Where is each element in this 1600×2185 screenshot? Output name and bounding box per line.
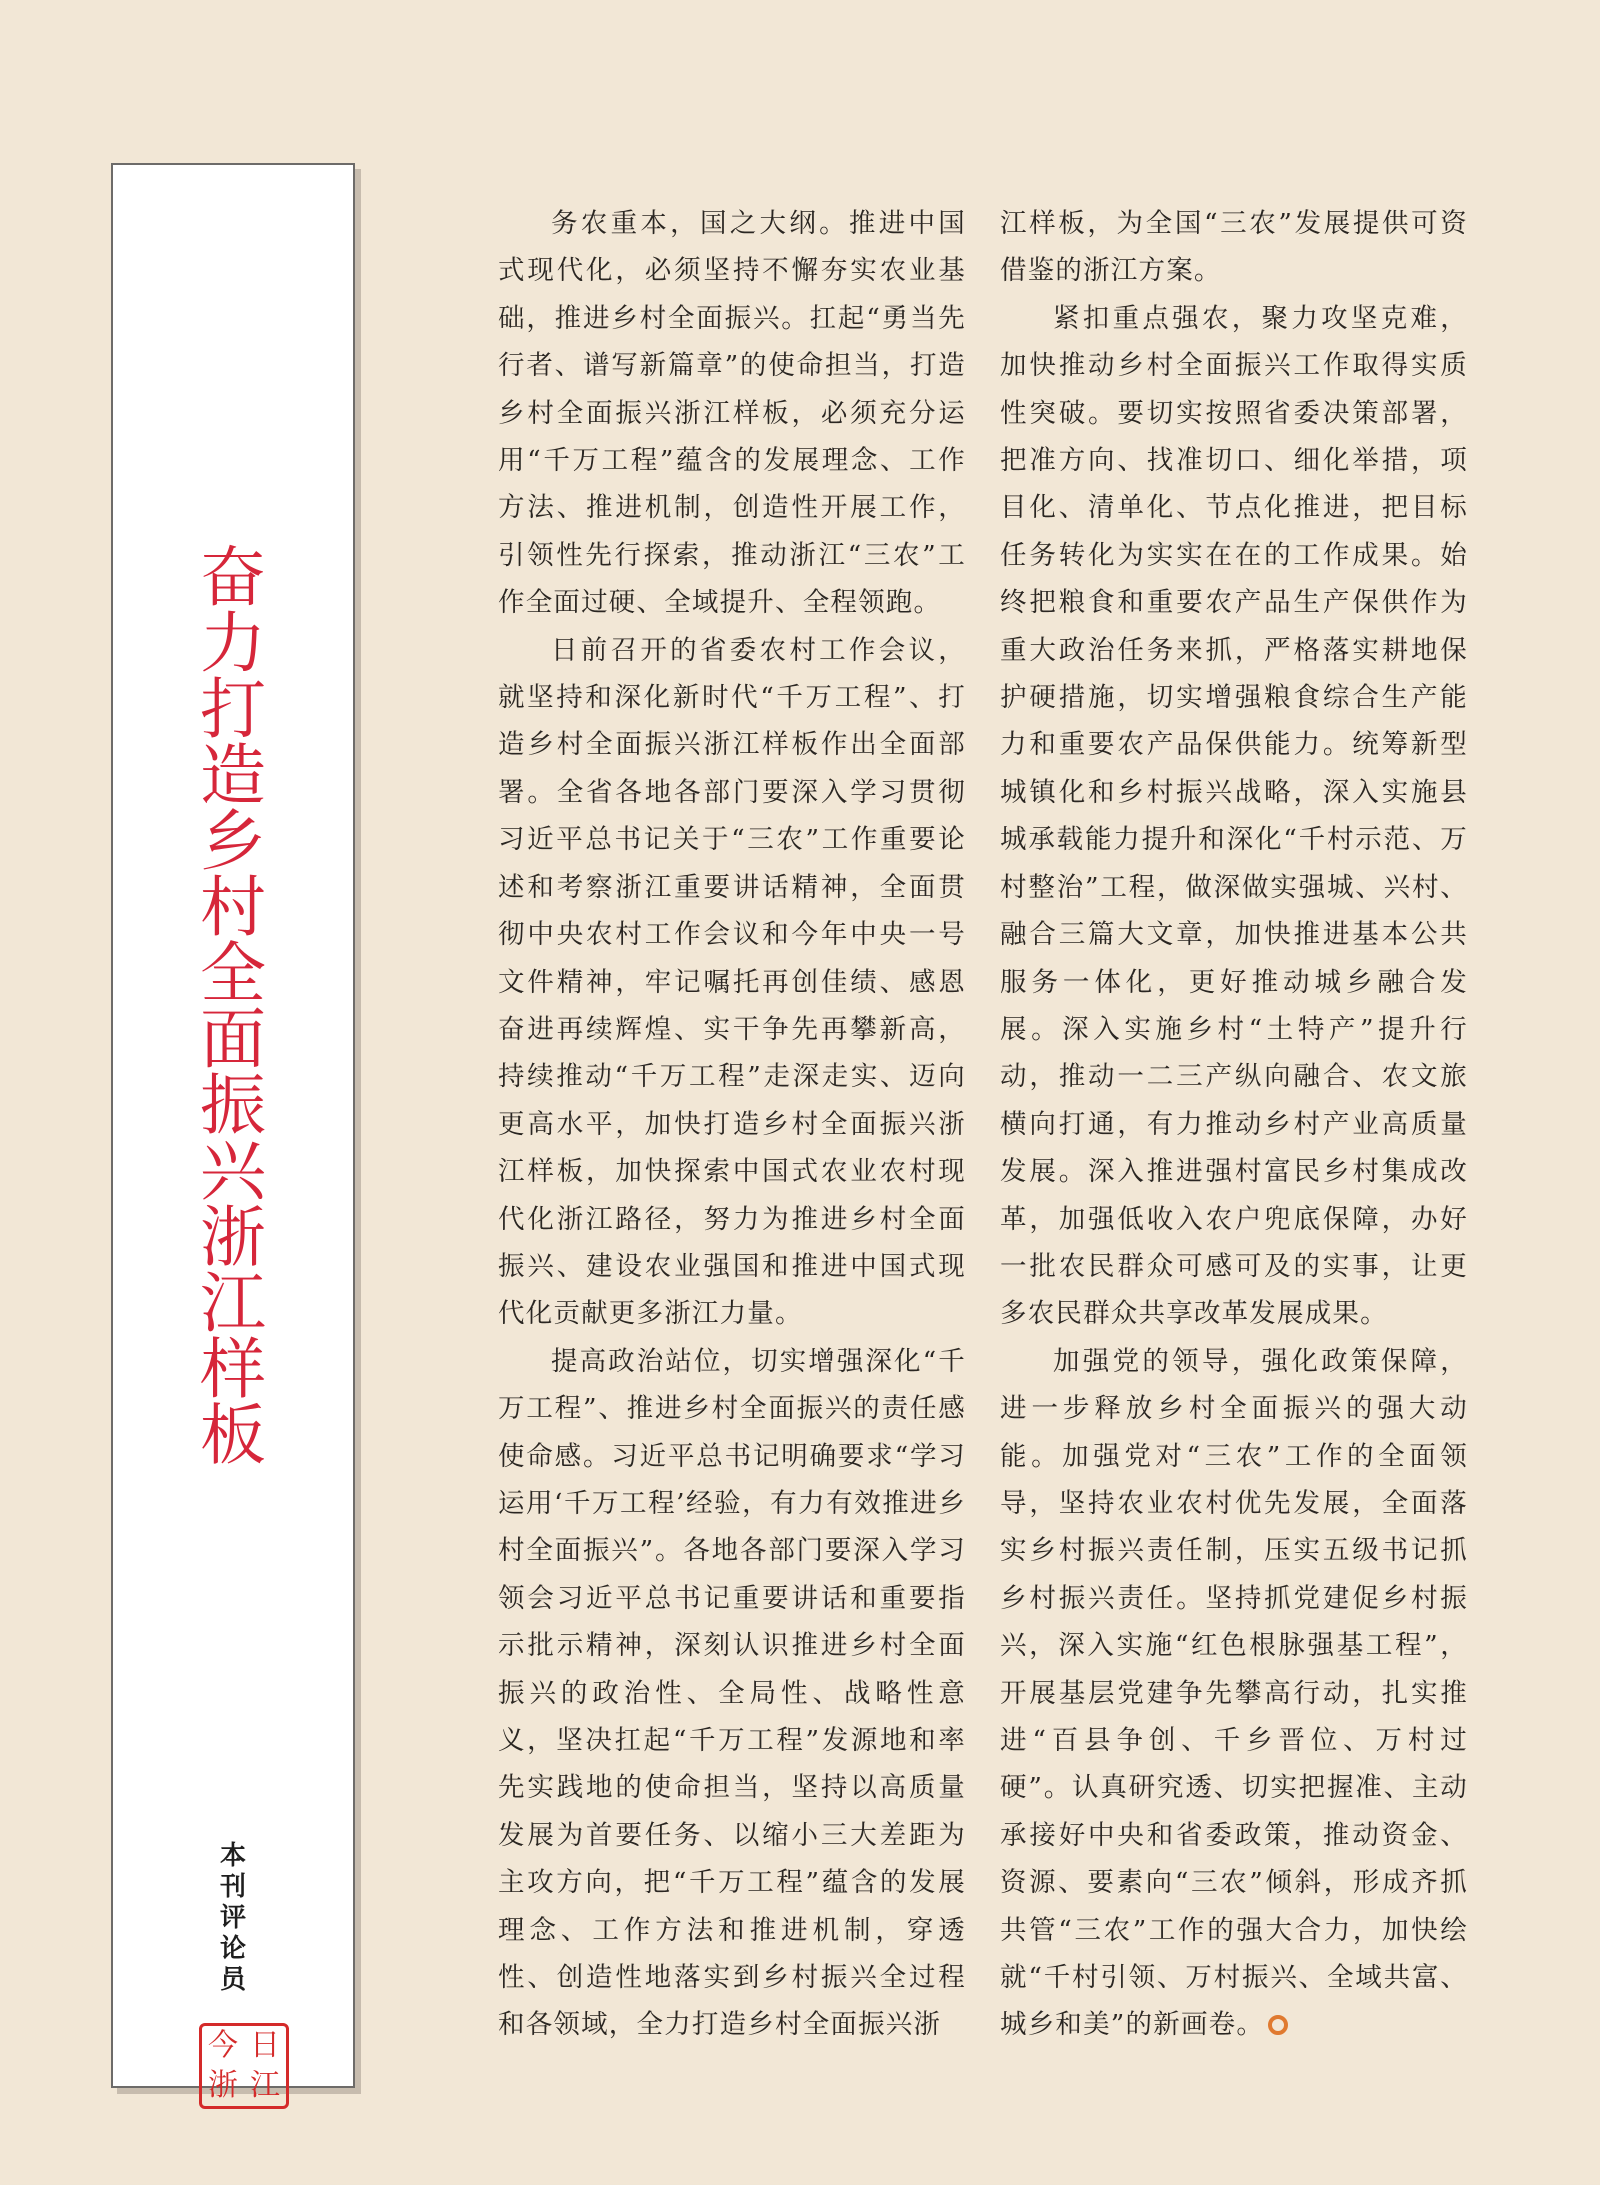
red-seal-stamp bbox=[199, 2023, 289, 2109]
seal-char: 日 bbox=[250, 2028, 280, 2063]
title-char: 力 bbox=[200, 605, 266, 682]
title-char: 面 bbox=[200, 1001, 266, 1078]
byline-char: 本 bbox=[219, 1841, 246, 1871]
body-paragraph-text: 加强党的领导，强化政策保障，进一步释放乡村全面振兴的强大动能。加强党对“三农”工作的全面领导，坚持农业农村优先发展，全面落实乡村振兴责任制，压实五级书记抓乡村振兴责任。坚持抓党建促乡村振兴，深入实施“红色根脉强基工程”，开展基层党建争先攀高行动，扎实推进“百县争创、千乡晋位、万村过硬”。认真研究透、切实把握准、主动承接好中央和省委政策，推动资金、资源、要素向“三农”倾斜，形成齐抓共管“三农”工作的强大合力，加快绘就“千村引领、万村振兴、全域共富、城乡和美”的新画卷。 bbox=[1000, 1345, 1468, 2041]
seal-char: 江 bbox=[250, 2068, 280, 2103]
author-byline bbox=[113, 1841, 353, 1996]
body-paragraph-last bbox=[1000, 1338, 1468, 2049]
seal-char: 浙 bbox=[208, 2068, 238, 2103]
body-paragraph: 紧扣重点强农，聚力攻坚克难，加快推动乡村全面振兴工作取得实质性突破。要切实按照省委决策部署，把准方向、找准切口、细化举措，项目化、清单化、节点化推进，把目标任务转化为实实在在的工作成果。始终把粮食和重要农产品生产保供作为重大政治任务来抓，严格落实耕地保护硬措施，切实增强粮食综合生产能力和重要农产品保供能力。统筹新型城镇化和乡村振兴战略，深入实施县城承载能力提升和深化“千村示范、万村整治”工程，做深做实强城、兴村、融合三篇大文章，加快推进基本公共服务一体化，更好推动城乡融合发展。深入实施乡村“土特产”提升行动，推动一二三产纵向融合、农文旅横向打通，有力推动乡村产业高质量发展。深入推进强村富民乡村集成改革，加强低收入农户兜底保障，办好一批农民群众可感可及的实事，让更多农民群众共享改革发展成果。 bbox=[1000, 302, 1468, 1330]
body-paragraph: 日前召开的省委农村工作会议，就坚持和深化新时代“千万工程”、打造乡村全面振兴浙江样板作出全面部署。全省各地各部门要深入学习贯彻习近平总书记关于“三农”工作重要论述和考察浙江重要讲话精神，全面贯彻中央农村工作会议和今年中央一号文件精神，牢记嘱托再创佳绩、感恩奋进再续辉煌、实干争先再攀新高，持续推动“千万工程”走深走实、迈向更高水平，加快打造乡村全面振兴浙江样板，加快探索中国式农业农村现代化浙江路径，努力为推进乡村全面振兴、建设农业强国和推进中国式现代化贡献更多浙江力量。 bbox=[498, 634, 966, 1330]
title-char: 奋 bbox=[200, 539, 266, 616]
byline-char: 论 bbox=[219, 1934, 246, 1964]
byline-char: 员 bbox=[219, 1965, 246, 1995]
byline-char: 评 bbox=[219, 1903, 246, 1933]
body-column-right bbox=[1000, 200, 1468, 2049]
body-column-left bbox=[498, 200, 966, 2049]
article-title bbox=[113, 539, 353, 1474]
title-char: 样 bbox=[200, 1331, 266, 1408]
title-char: 板 bbox=[200, 1397, 266, 1474]
title-char: 造 bbox=[200, 737, 266, 814]
body-paragraph: 江样板，为全国“三农”发展提供可资借鉴的浙江方案。 bbox=[1000, 208, 1468, 287]
title-char: 江 bbox=[200, 1265, 266, 1342]
title-char: 振 bbox=[200, 1067, 266, 1144]
body-paragraph: 务农重本，国之大纲。推进中国式现代化，必须坚持不懈夯实农业基础，推进乡村全面振兴。扛起“勇当先行者、谱写新篇章”的使命担当，打造乡村全面振兴浙江样板，必须充分运用“千万工程”蕴含的发展理念、工作方法、推进机制，创造性开展工作，引领性先行探索，推动浙江“三农”工作全面过硬、全域提升、全程领跑。 bbox=[498, 208, 966, 619]
seal-char: 今 bbox=[208, 2028, 238, 2063]
title-char: 村 bbox=[200, 869, 266, 946]
body-paragraph: 提高政治站位，切实增强深化“千万工程”、推进乡村全面振兴的责任感使命感。习近平总书记明确要求“学习运用‘千万工程’经验，有力有效推进乡村全面振兴”。各地各部门要深入学习领会习近平总书记重要讲话和重要指示批示精神，深刻认识推进乡村全面振兴的政治性、全局性、战略性意义，坚决扛起“千万工程”发源地和率先实践地的使命担当，坚持以高质量发展为首要任务、以缩小三大差距为主攻方向，把“千万工程”蕴含的发展理念、工作方法和推进机制，穿透性、创造性地落实到乡村振兴全过程和各领域，全力打造乡村全面振兴浙 bbox=[498, 1345, 966, 2041]
byline-char: 刊 bbox=[219, 1872, 246, 1902]
title-char: 打 bbox=[200, 671, 266, 748]
end-mark-icon bbox=[1268, 2015, 1288, 2035]
title-char: 兴 bbox=[200, 1133, 266, 1210]
title-char: 浙 bbox=[200, 1199, 266, 1276]
title-char: 全 bbox=[200, 935, 266, 1012]
title-card bbox=[111, 163, 355, 2103]
title-char: 乡 bbox=[200, 803, 266, 880]
